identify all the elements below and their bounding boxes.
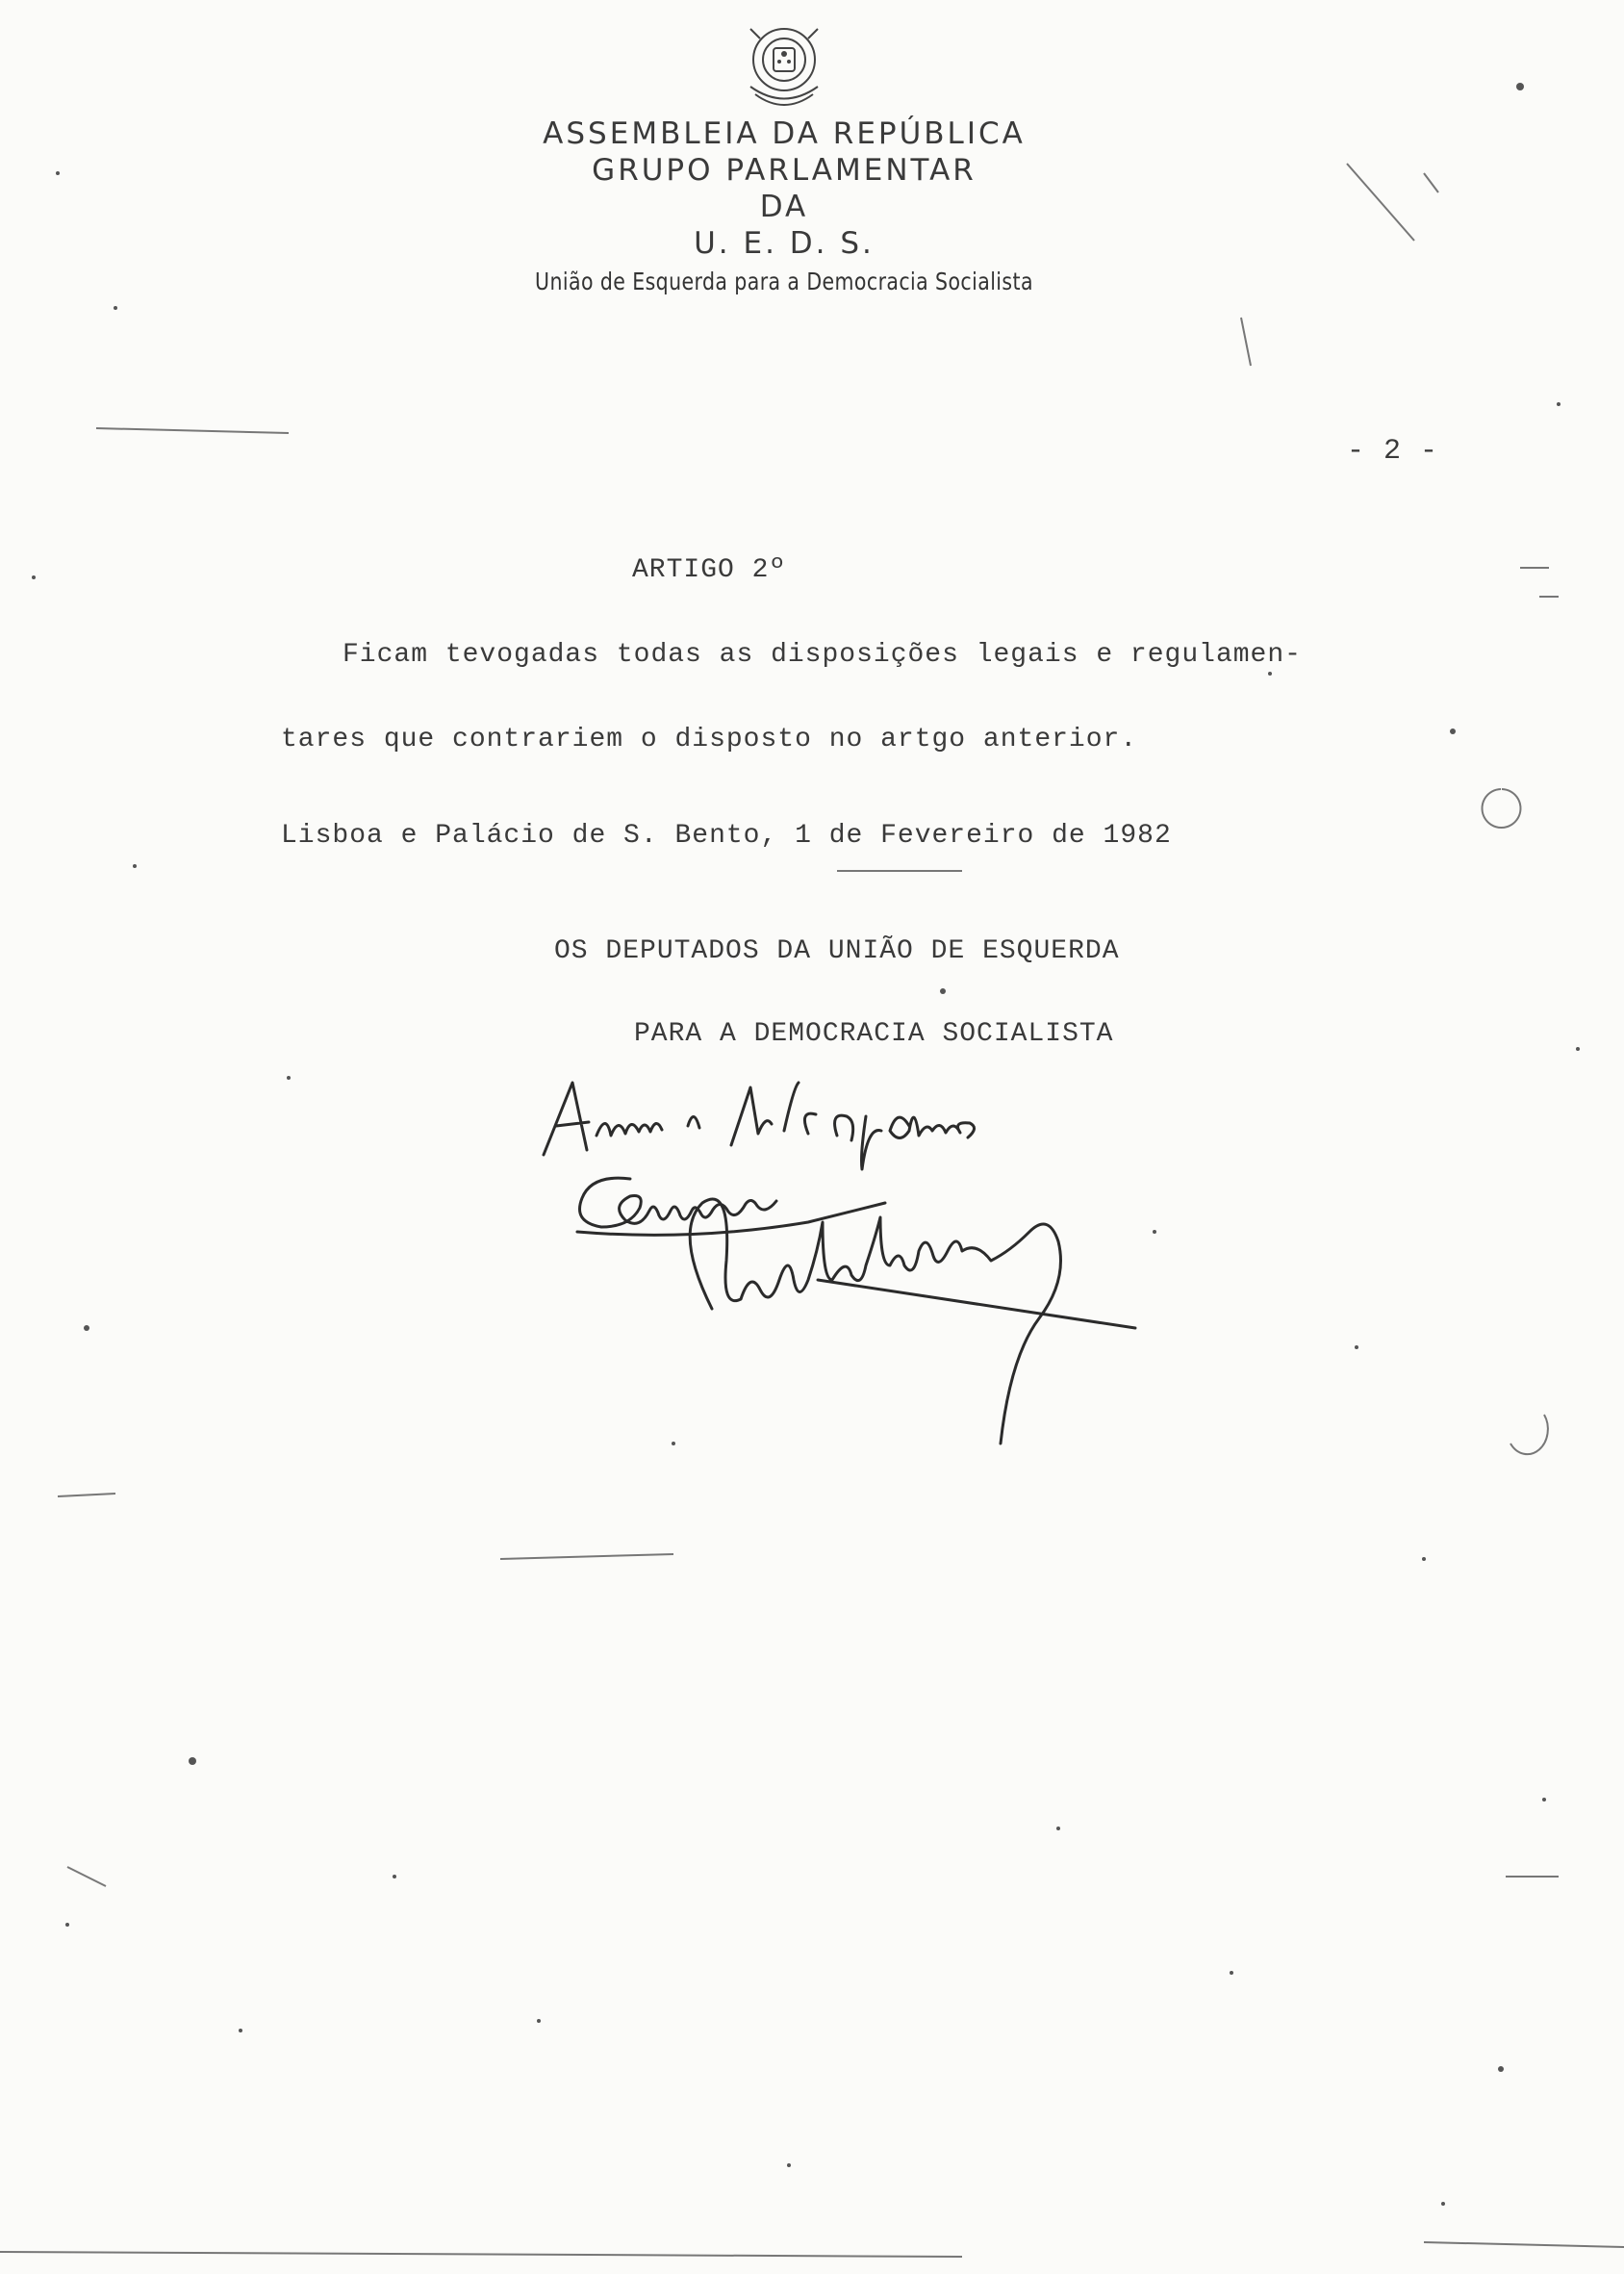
letterhead-party-name: União de Esquerda para a Democracia Socialista (535, 268, 1033, 295)
signatories-line-2: PARA A DEMOCRACIA SOCIALISTA (634, 1019, 1114, 1049)
page-number: - 2 - (1347, 435, 1439, 468)
signatories-line-1: OS DEPUTADOS DA UNIÃO DE ESQUERDA (554, 936, 1120, 966)
signature-3 (690, 1199, 1135, 1444)
letterhead (0, 19, 1568, 295)
signature-1 (544, 1083, 975, 1169)
coat-of-arms-seal (731, 19, 837, 115)
letterhead-da: DA (759, 190, 809, 224)
article-body-line-2: tares que contrariem o disposto no artgo anterior. (281, 725, 1138, 754)
letterhead-group: GRUPO PARLAMENTAR (592, 153, 977, 188)
letterhead-assembly: ASSEMBLEIA DA REPÚBLICA (543, 116, 1026, 151)
article-body-line-1: Ficam tevogadas todas as disposições legais e regulamen- (343, 640, 1302, 670)
handwritten-signatures (520, 1059, 1482, 1597)
article-title: ARTIGO 2º (632, 555, 787, 585)
signature-2 (577, 1178, 885, 1235)
place-and-date: Lisboa e Palácio de S. Bento, 1 de Fevereiro de 1982 (281, 821, 1172, 851)
letterhead-party-acronym: U. E. D. S. (694, 226, 875, 261)
